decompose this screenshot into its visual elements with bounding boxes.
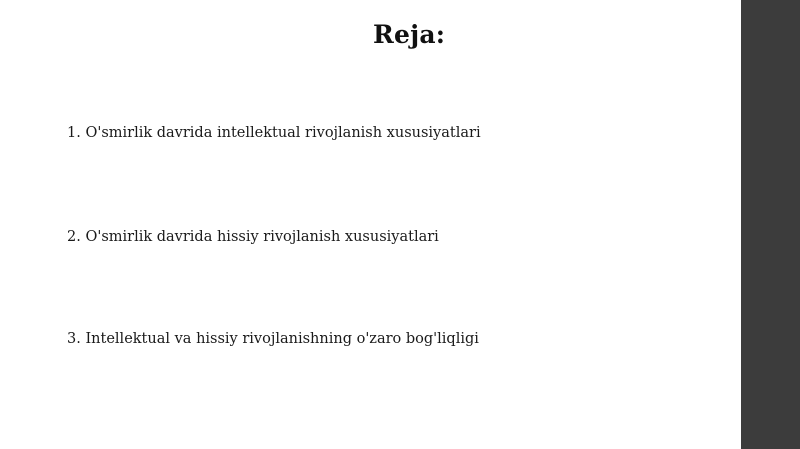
- slide-title: Reja:: [373, 20, 446, 49]
- side-panel: [741, 0, 800, 449]
- plan-item-3: 3. Intellektual va hissiy rivojlanishning o'zaro bog'liqligi: [67, 331, 479, 347]
- plan-item-2: 2. O'smirlik davrida hissiy rivojlanish xususiyatlari: [67, 229, 439, 245]
- plan-item-1: 1. O'smirlik davrida intellektual rivojlanish xususiyatlari: [67, 125, 481, 141]
